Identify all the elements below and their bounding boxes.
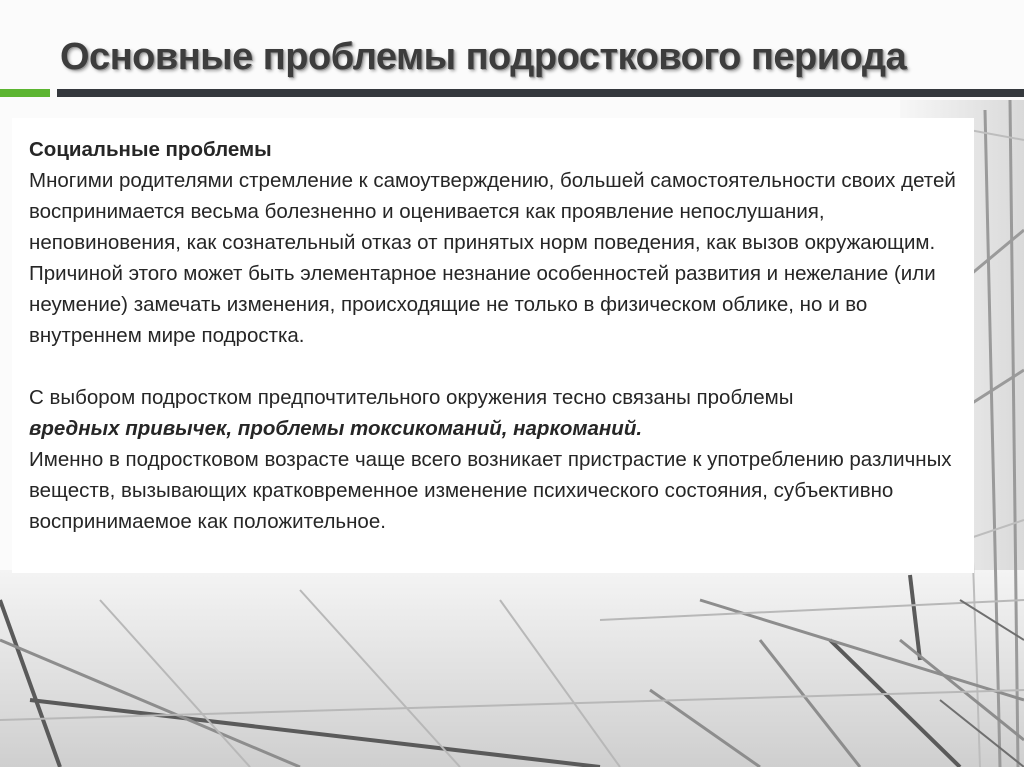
paragraph-bad-habits-emphasis: вредных привычек, проблемы токсикоманий, наркоманий. [29,417,643,440]
slide-title: Основные проблемы подросткового периода [60,36,907,78]
title-accent-rule [0,89,50,97]
slide-header [0,0,1024,100]
paragraph-substance-use: Именно в подростковом возрасте чаще всего возникает пристрастие к употреблению различных веществ, вызывающих кратковременное изменение психического состояния, субъективно воспринимаемое как положительное. [29,448,952,533]
paragraph-parents-perception: Многими родителями стремление к самоутверждению, большей самостоятельности своих детей воспринимается весьма болезненно и оценивается как проявление непослушания, неповиновения, как сознательный отказ от принятых норм поведения, как вызов окружающим. Причиной этого может быть элементарное незнание особенностей развития и нежелание (или неумение) замечать изменения, происходящие не только в физическом облике, но и во внутреннем мире подростка. [29,169,956,347]
section-heading: Социальные проблемы [29,138,272,161]
slide-body [29,134,979,537]
paragraph-bad-habits-intro: С выбором подростком предпочтительного окружения тесно связаны проблемы [29,386,794,409]
title-underline-rule [57,89,1024,97]
paragraph-spacer [29,351,979,382]
